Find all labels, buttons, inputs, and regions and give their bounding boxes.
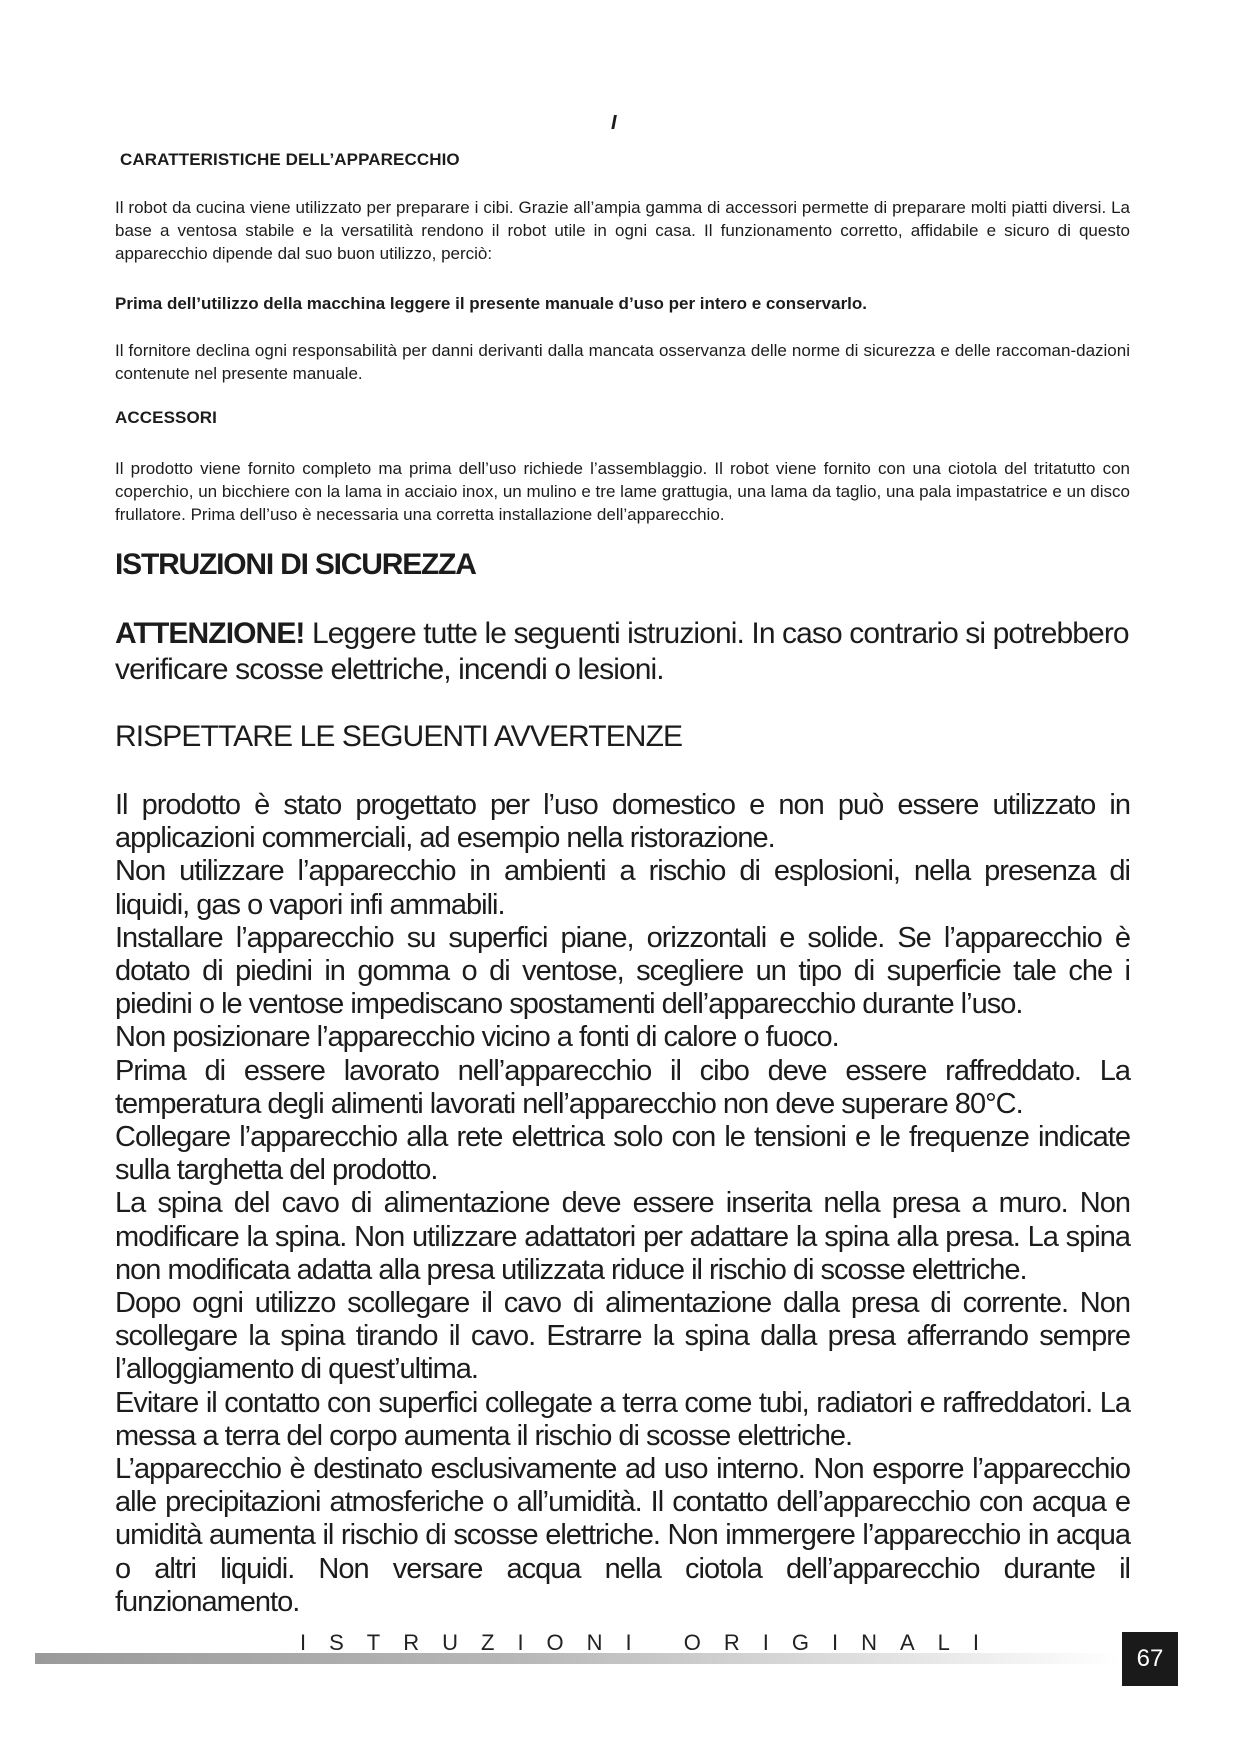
accessories-paragraph: Il prodotto viene fornito completo ma prima dell’uso richiede l’assemblaggio. Il robot viene fornito con una ciotola del tritatutto con coperchio, un bicchiere con la lama in acciaio inox, un mulino e tre lame grattugia, una lama da taglio, una pala impastatrice e un disco frullatore. Prima dell’uso è necessaria una corretta installazione dell’apparecchio. [115, 459, 1130, 524]
list-item: Dopo ogni utilizzo scollegare il cavo di alimentazione dalla presa di corrente. Non scollegare la spina tirando il cavo. Estrarre la spina dalla presa afferrando sempre l’alloggiamento di quest’ultima. [115, 1287, 1130, 1386]
characteristics-heading: CARATTERISTICHE DELL’APPARECCHIO [120, 150, 460, 169]
accessories-heading: ACCESSORI [115, 408, 217, 427]
safety-warnings-list [115, 789, 1130, 1619]
list-item: Collegare l’apparecchio alla rete elettrica solo con le tensioni e le frequenze indicate sulla targhetta del prodotto. [115, 1121, 1130, 1187]
list-item: L’apparecchio è destinato esclusivamente ad uso interno. Non esporre l’apparecchio alle precipitazioni atmosferiche o all’umidità. Il contatto dell’apparecchio con acqua e umidità aumenta il rischio di scosse elettriche. Non immergere l’apparecchio in acqua o altri liquidi. Non versare acqua nella ciotola dell’apparecchio durante il funzionamento. [115, 1453, 1130, 1618]
language-marker: I [611, 112, 617, 134]
list-item: Prima di essere lavorato nell’apparecchio il cibo deve essere raffreddato. La temperatura degli alimenti lavorati nell’apparecchio non deve superare 80°C. [115, 1054, 1130, 1120]
safety-title: ISTRUZIONI DI SICUREZZA [115, 548, 476, 581]
list-item: La spina del cavo di alimentazione deve essere inserita nella presa a muro. Non modificare la spina. Non utilizzare adattatori per adattare la spina alla presa. La spina non modificata adatta alla presa utilizzata riduce il rischio di scosse elettriche. [115, 1187, 1130, 1286]
page-number: 67 [1122, 1632, 1178, 1686]
disclaimer-paragraph: Il fornitore declina ogni responsabilità per danni derivanti dalla mancata osservanza delle norme di sicurezza e delle raccoman-dazioni contenute nel presente manuale. [115, 341, 1130, 383]
list-item: Il prodotto è stato progettato per l’uso domestico e non può essere utilizzato in applicazioni commerciali, ad esempio nella ristorazione. [115, 789, 1130, 855]
footer-label: ISTRUZIONI ORIGINALI [300, 1630, 1003, 1655]
warnings-subtitle: RISPETTARE LE SEGUENTI AVVERTENZE [115, 720, 683, 753]
list-item: Evitare il contatto con superfici collegate a terra come tubi, radiatori e raffreddatori. La messa a terra del corpo aumenta il rischio di scosse elettriche. [115, 1386, 1130, 1452]
warning-paragraph [115, 616, 1130, 688]
list-item: Non posizionare l’apparecchio vicino a fonti di calore o fuoco. [115, 1021, 839, 1054]
list-item: Installare l’apparecchio su superfici piane, orizzontali e solide. Se l’apparecchio è dotato di piedini in gomma o di ventose, scegliere un tipo di superficie tale che i piedini o le ventose impediscano spostamenti dell’apparecchio durante l’uso. [115, 921, 1130, 1021]
warning-text: Leggere tutte le seguenti istruzioni. In caso contrario si potrebbero verificare scosse elettriche, incendi o lesioni. [115, 617, 1129, 686]
list-item: Non utilizzare l’apparecchio in ambienti a rischio di esplosioni, nella presenza di liquidi, gas o vapori infi ammabili. [115, 855, 1130, 921]
read-manual-note: Prima dell’utilizzo della macchina leggere il presente manuale d’uso per intero e conservarlo. [115, 294, 868, 313]
characteristics-paragraph: Il robot da cucina viene utilizzato per preparare i cibi. Grazie all’ampia gamma di accessori permette di preparare molti piatti diversi. La base a ventosa stabile e la versatilità rendono il robot utile in ogni casa. Il funzionamento corretto, affidabile e sicuro di questo apparecchio dipende dal suo buon utilizzo, perciò: [115, 198, 1130, 263]
warning-label: ATTENZIONE! [115, 617, 305, 650]
